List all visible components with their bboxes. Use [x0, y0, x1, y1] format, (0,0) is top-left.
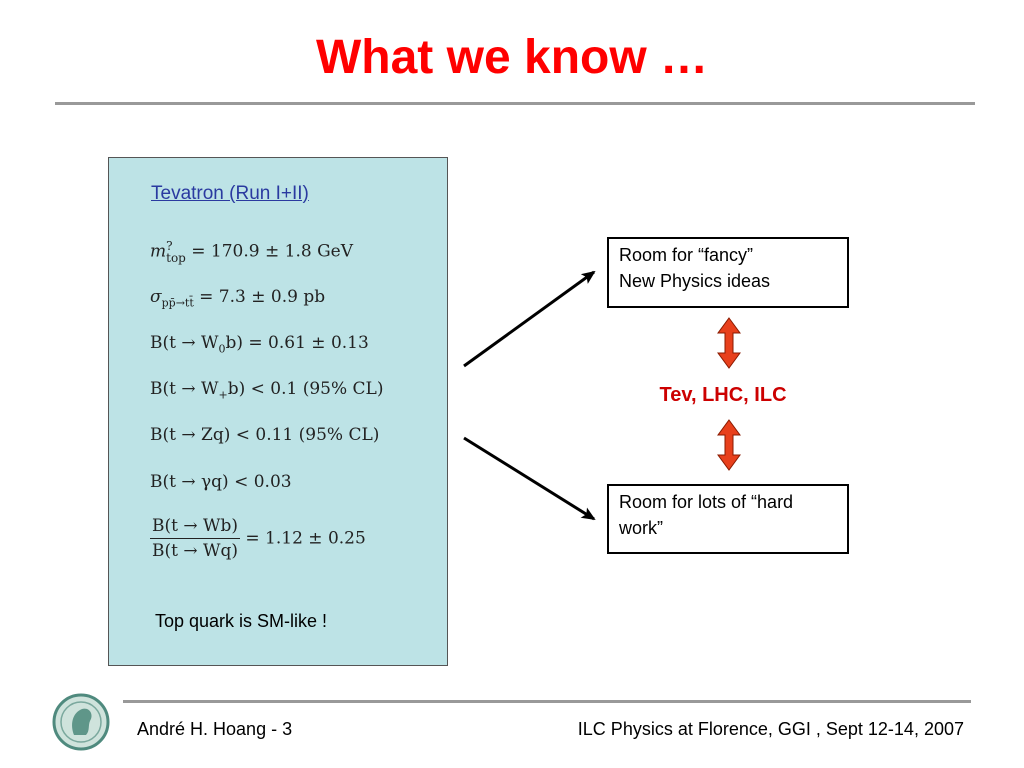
fancy-box-line-2: New Physics ideas	[619, 271, 771, 291]
hard-work-line-2: work”	[619, 518, 663, 538]
double-arrow-icon	[718, 420, 740, 470]
eq-bgamma-lhs: B(t → γq)	[150, 472, 229, 492]
panel-conclusion: Top quark is SM-like !	[155, 611, 328, 631]
eq-mtop-sub: top	[166, 251, 186, 265]
double-arrow-icon	[718, 318, 740, 368]
eq-bgamma-rhs: < 0.03	[234, 472, 292, 492]
eq-bw0-sub: 0	[218, 342, 226, 356]
eq-bwplus-sub: +	[218, 388, 228, 402]
footer-divider	[123, 700, 971, 703]
arrow-down-right-icon	[464, 438, 594, 519]
arrow-up-right-icon	[464, 272, 594, 366]
eq-sigma-sub: pp̄→tt̄	[161, 296, 194, 310]
eq-mtop-rhs: = 170.9 ± 1.8 GeV	[191, 241, 353, 262]
eq-bwplus-rhs: < 0.1 (95% CL)	[250, 379, 384, 399]
eq-bw0-end: b)	[225, 333, 243, 353]
institution-seal-icon	[52, 693, 110, 751]
eq-sigma-rhs: = 7.3 ± 0.9 pb	[199, 287, 326, 307]
hard-work-line-1: Room for lots of “hard	[619, 492, 794, 512]
eq-ratio-rhs: = 1.12 ± 0.25	[245, 528, 366, 549]
eq-ratio-denominator: B(t → Wq)	[152, 541, 238, 561]
panel-heading: Tevatron (Run I+II)	[151, 183, 309, 204]
eq-bzq-rhs: < 0.11 (95% CL)	[235, 425, 380, 445]
eq-sigma-base: σ	[150, 287, 162, 307]
eq-bw0-rhs: = 0.61 ± 0.13	[248, 333, 369, 353]
footer-author: André H. Hoang - 3	[137, 719, 293, 739]
eq-mtop-base: m	[150, 241, 167, 262]
eq-bwplus-lhs: B(t → W	[150, 379, 219, 399]
eq-bw0-lhs: B(t → W	[150, 333, 219, 353]
colliders-label: Tev, LHC, ILC	[659, 384, 787, 406]
eq-mtop-sup: ?	[166, 239, 173, 253]
footer-event: ILC Physics at Florence, GGI , Sept 12-14, 2007	[577, 719, 964, 739]
slide-title: What we know …	[315, 31, 708, 84]
eq-ratio-numerator: B(t → Wb)	[150, 516, 240, 539]
fancy-box-line-1: Room for “fancy”	[619, 245, 754, 265]
eq-bzq-lhs: B(t → Zq)	[150, 425, 231, 445]
eq-bwplus-end: b)	[227, 379, 246, 399]
